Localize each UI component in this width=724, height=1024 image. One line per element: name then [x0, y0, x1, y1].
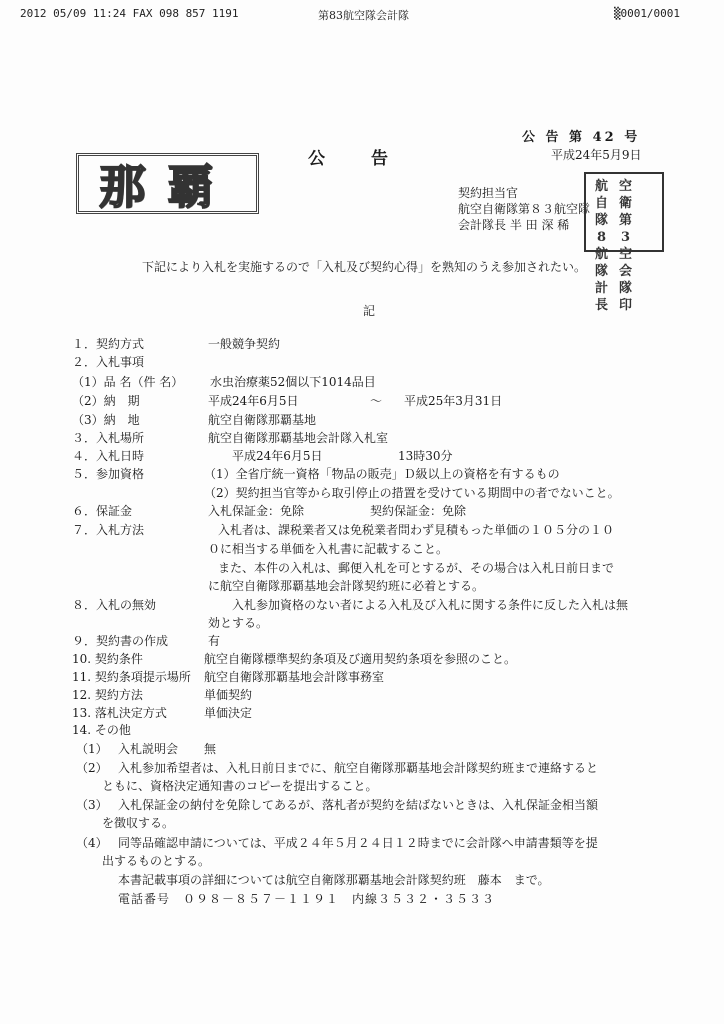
- item-value: 平成24年6月5日: [208, 394, 299, 408]
- other-equivalent: [0, 834, 724, 850]
- item-label: １．契約方式: [72, 337, 145, 351]
- item-label: ３．入札場所: [72, 431, 145, 445]
- seal-char: 計: [594, 281, 609, 296]
- item-value-2: 平成25年3月31日: [404, 394, 503, 408]
- item-label: ６．保証金: [72, 504, 133, 518]
- item-label: ２．入札事項: [72, 355, 145, 369]
- item-deposit: [0, 502, 724, 518]
- item-others: [0, 721, 724, 737]
- notice-number: 公 告 第 42 号: [522, 130, 641, 145]
- seal-char: 3: [620, 230, 632, 245]
- item-bid-place: [0, 429, 724, 445]
- other-applicant: [0, 759, 724, 775]
- item-award-method: [0, 704, 724, 720]
- fax-header-unit: 第83航空隊会計隊: [318, 9, 409, 22]
- notice-date: 平成24年5月9日: [551, 148, 642, 162]
- item-value-2: 13時30分: [398, 449, 453, 463]
- item-value: 単価契約: [204, 688, 253, 702]
- intro-text: 下記により入札を実施するので「入札及び契約心得」を熟知のうえ参加されたい。: [142, 260, 587, 274]
- fax-header-sender: 2012 05/09 11:24 FAX 098 857 1191: [20, 7, 239, 20]
- contact-phone: 電話番号 ０９８－８５７－１１９１ 内線３５３２・３５３３: [118, 892, 496, 906]
- other-num: （4）: [76, 836, 108, 850]
- seal-char: 空: [618, 179, 633, 194]
- item-contract-conditions: [0, 650, 724, 666]
- item-line: （1）全省庁統一資格「物品の販売」Ｄ級以上の資格を有するもの: [204, 467, 560, 481]
- other-deposit-line2: を徴収する。: [102, 816, 175, 830]
- official-seal: [584, 172, 664, 313]
- other-deposit: [0, 796, 724, 812]
- seal-char: 空: [618, 247, 633, 262]
- naha-stamp-text: 那覇: [99, 159, 236, 214]
- item-contract-method: [0, 335, 724, 351]
- other-num: （2）: [76, 761, 108, 775]
- item-label: ７．入札方法: [72, 523, 145, 537]
- item-invalid-bid-line2: 効とする。: [208, 616, 269, 630]
- item-label: ５．参加資格: [72, 467, 145, 481]
- other-briefing: [0, 740, 724, 756]
- document-title: 公告: [308, 149, 434, 169]
- seal-char: 隊: [594, 264, 609, 279]
- ki-heading: 記: [363, 304, 376, 318]
- seal-char: 隊: [594, 213, 609, 228]
- item-label: ８．入札の無効: [72, 598, 157, 612]
- other-num: （3）: [76, 798, 108, 812]
- item-invalid-bid: [0, 596, 724, 612]
- item-line: 入札参加資格のない者による入札及び入札に関する条件に反した入札は無: [232, 598, 629, 612]
- item-bid-method-line4: に航空自衛隊那覇基地会計隊契約班に必着とする。: [208, 579, 485, 593]
- contact-info: 本書記載事項の詳細については航空自衛隊那覇基地会計隊契約班 藤本 まで。: [118, 873, 550, 887]
- item-clause-location: [0, 668, 724, 684]
- item-label: （3）納 地: [72, 413, 140, 427]
- other-num: （1）: [76, 742, 108, 756]
- officer-title: 契約担当官: [458, 186, 519, 200]
- item-label: （1）品 名（件 名）: [72, 375, 184, 389]
- item-value: 有: [208, 634, 221, 648]
- item-bid-method-line2: ０に相当する単価を入札書に記載すること。: [208, 542, 449, 556]
- item-line: 入札者は、課税業者又は免税業者問わず見積もった単価の１０５分の１０: [218, 523, 615, 537]
- item-label: ４．入札日時: [72, 449, 145, 463]
- other-line: 入札参加希望者は、入札日前日までに、航空自衛隊那覇基地会計隊契約班まで連絡すると: [118, 761, 599, 775]
- item-label: 12. 契約方法: [72, 688, 143, 702]
- item-value: 一般競争契約: [208, 337, 281, 351]
- naha-stamp: [76, 153, 259, 214]
- item-label: 13. 落札決定方式: [72, 706, 167, 720]
- item-value: 入札保証金：免除: [208, 504, 305, 518]
- officer-name: 会計隊長 半 田 深 稀: [458, 218, 570, 232]
- item-value-2: 契約保証金：免除: [370, 504, 467, 518]
- seal-char: 印: [618, 298, 633, 313]
- item-label: 11. 契約条項提示場所: [72, 670, 191, 684]
- other-line: 同等品確認申請については、平成２４年５月２４日１２時までに会計隊へ申請書類等を提: [118, 836, 598, 850]
- item-bid-matters: [0, 353, 724, 369]
- item-value: 航空自衛隊標準契約条項及び適用契約条項を参照のこと。: [204, 652, 517, 666]
- item-label: 14. その他: [72, 723, 131, 737]
- item-value: 航空自衛隊那覇基地会計隊事務室: [204, 670, 385, 684]
- item-contract-document: [0, 632, 724, 648]
- item-qualification-line2: （2）契約担当官等から取引停止の措置を受けている期間中の者でないこと。: [204, 486, 620, 500]
- other-line: 入札説明会: [118, 742, 179, 756]
- seal-char: 第: [618, 213, 633, 228]
- item-bid-method-line3: また、本件の入札は、郵便入札を可とするが、その場合は入札日前日まで: [218, 561, 615, 575]
- other-line: 入札保証金の納付を免除してあるが、落札者が契約を結ばないときは、入札保証金相当額: [118, 798, 599, 812]
- item-delivery-period: [0, 392, 724, 408]
- officer-unit: 航空自衛隊第８３航空隊: [458, 202, 591, 216]
- item-value: 単価決定: [204, 706, 253, 720]
- item-tilde: ～: [370, 394, 383, 408]
- item-label: ９．契約書の作成: [72, 634, 169, 648]
- other-equivalent-line2: 出するものとする。: [102, 854, 211, 868]
- item-contract-type: [0, 686, 724, 702]
- fax-header-page: ␩0001/0001: [614, 7, 681, 20]
- item-value: 航空自衛隊那覇基地会計隊入札室: [208, 431, 389, 445]
- other-value: 無: [204, 742, 217, 756]
- other-applicant-line2: ともに、資格決定通知書のコピーを提出すること。: [102, 779, 378, 793]
- item-delivery-place: [0, 411, 724, 427]
- item-qualification: [0, 465, 724, 481]
- seal-char: 会: [618, 264, 633, 279]
- item-bid-method: [0, 521, 724, 537]
- item-bid-datetime: [0, 447, 724, 463]
- item-value: 航空自衛隊那覇基地: [208, 413, 317, 427]
- seal-char: 航: [594, 179, 609, 194]
- seal-char: 航: [594, 247, 609, 262]
- item-value: 平成24年6月5日: [232, 449, 323, 463]
- item-value: 水虫治療薬52個以下1014品目: [210, 375, 376, 389]
- seal-char: 長: [594, 298, 609, 313]
- seal-char: 隊: [618, 281, 633, 296]
- item-label: 10. 契約条件: [72, 652, 143, 666]
- seal-char: 自: [594, 196, 609, 211]
- item-product-name: [0, 373, 724, 389]
- seal-char: 8: [596, 230, 608, 245]
- seal-char: 衛: [618, 196, 633, 211]
- item-label: （2）納 期: [72, 394, 140, 408]
